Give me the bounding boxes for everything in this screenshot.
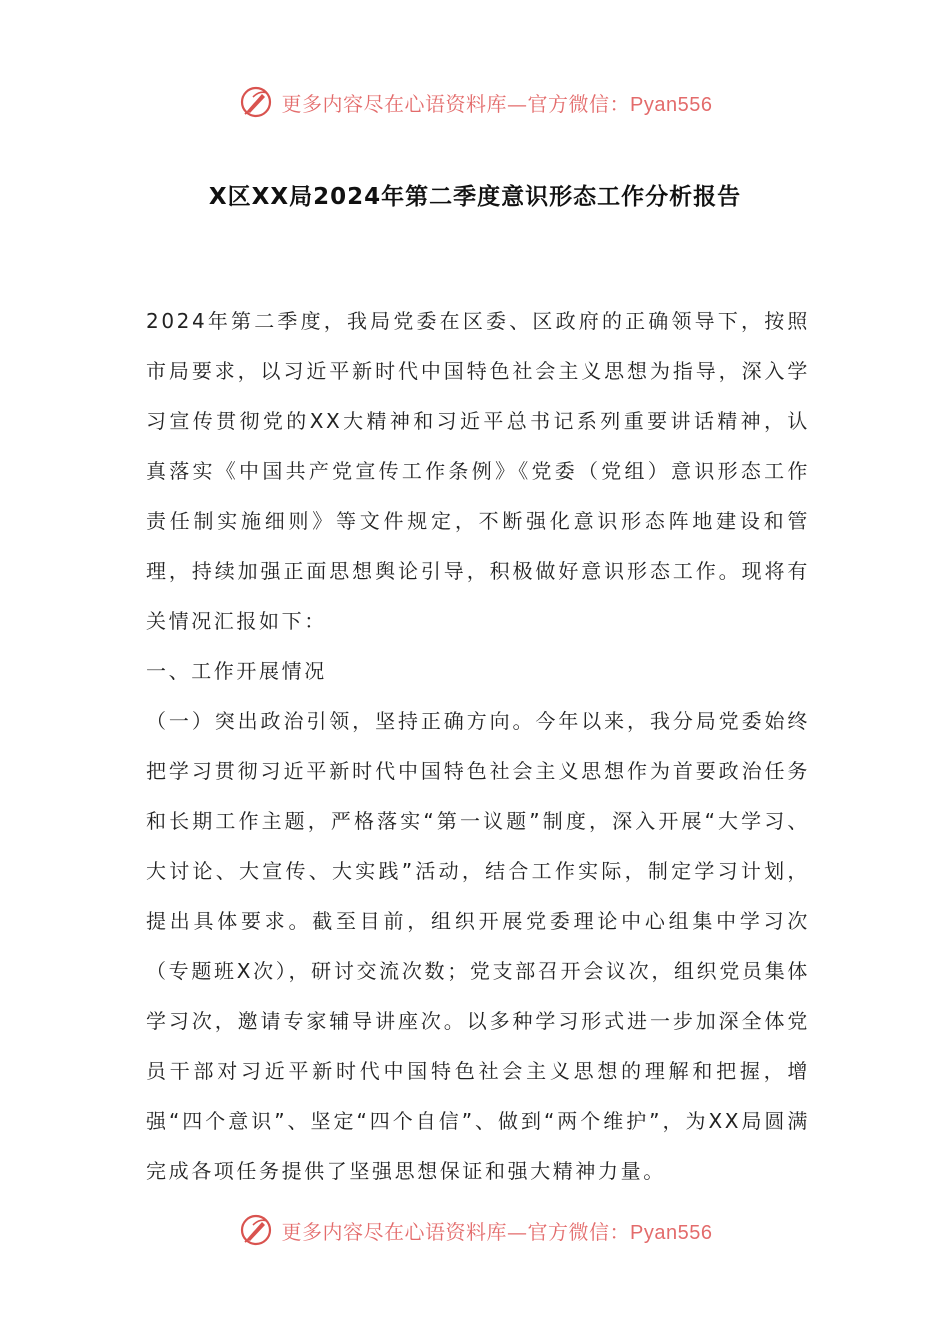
pen-seal-icon bbox=[238, 1212, 274, 1248]
watermark-text: 更多内容尽在心语资料库—官方微信：Pyan556 bbox=[281, 1219, 713, 1244]
intro-paragraph: 2024年第二季度，我局党委在区委、区政府的正确领导下，按照市局要求，以习近平新时代中国特色社会主义思想为指导，深入学习宣传贯彻党的XX大精神和习近平总书记系列重要讲话精神，认真落实《中国共产党宣传工作条例》《党委（党组）意识形态工作责任制实施细则》等文件规定，不断强化意识形态阵地建设和管理，持续加强正面思想舆论引导，积极做好意识形态工作。现将有关情况汇报如下： bbox=[146, 309, 810, 633]
document-title: X区XX局2024年第二季度意识形态工作分析报告 bbox=[208, 184, 742, 210]
header-watermark bbox=[0, 82, 950, 122]
watermark-text: 更多内容尽在心语资料库—官方微信：Pyan556 bbox=[281, 91, 713, 116]
pen-seal-icon bbox=[238, 84, 274, 120]
wechat-id: Pyan556 bbox=[630, 93, 713, 116]
document-body bbox=[146, 296, 810, 1196]
wechat-id: Pyan556 bbox=[630, 1221, 713, 1244]
section-heading: 一、工作开展情况 bbox=[146, 659, 327, 683]
footer-watermark bbox=[0, 1210, 950, 1250]
section-paragraph: （一）突出政治引领，坚持正确方向。今年以来，我分局党委始终把学习贯彻习近平新时代中国特色社会主义思想作为首要政治任务和长期工作主题，严格落实“第一议题”制度，深入开展“大学习、大讨论、大宣传、大实践”活动，结合工作实际，制定学习计划，提出具体要求。截至目前，组织开展党委理论中心组集中学习次（专题班X次），研讨交流次数；党支部召开会议次，组织党员集体学习次，邀请专家辅导讲座次。以多种学习形式进一步加深全体党员干部对习近平新时代中国特色社会主义思想的理解和把握，增强“四个意识”、坚定“四个自信”、做到“两个维护”，为XX局圆满完成各项任务提供了坚强思想保证和强大精神力量。 bbox=[146, 709, 810, 1183]
